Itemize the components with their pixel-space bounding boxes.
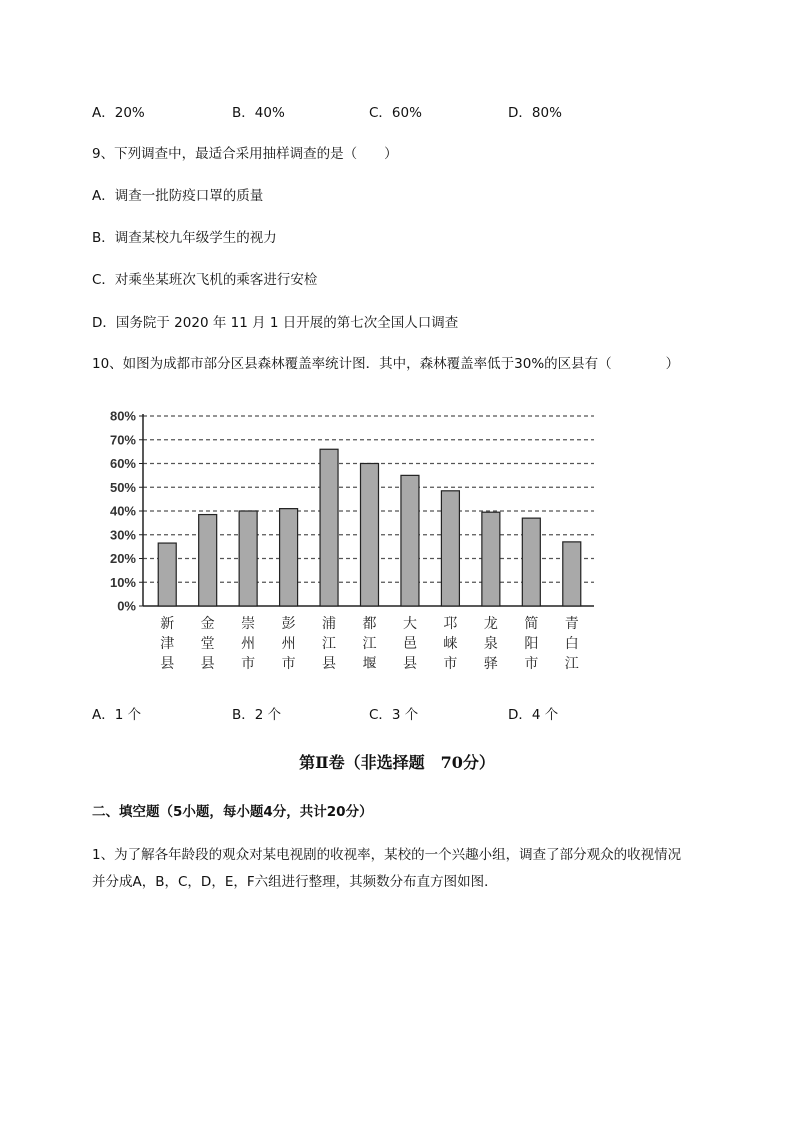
bar — [158, 543, 176, 606]
q8-option-a: A．20% — [92, 105, 145, 121]
x-category-label: 阳 — [524, 636, 539, 652]
x-category-label: 江 — [362, 636, 377, 652]
x-category-label: 堰 — [362, 656, 377, 670]
x-category-label: 县 — [160, 656, 175, 670]
x-category-label: 崃 — [443, 636, 458, 652]
x-category-label: 泉 — [483, 636, 498, 652]
y-tick-label: 40% — [109, 503, 136, 519]
bar — [280, 509, 298, 606]
y-tick-label: 70% — [109, 432, 136, 448]
x-category-label: 江 — [322, 636, 337, 652]
bar — [482, 512, 500, 606]
x-category-label: 青 — [564, 616, 579, 632]
y-tick-label: 10% — [109, 574, 136, 590]
bar — [522, 518, 540, 606]
x-category-label: 市 — [241, 656, 256, 670]
fill1-line2: 并分成A，B，C，D，E，F六组进行整理，其频数分布直方图如图． — [92, 874, 498, 890]
x-category-label: 新 — [160, 616, 175, 632]
x-category-label: 邑 — [402, 636, 417, 652]
x-category-label: 邛 — [443, 616, 458, 632]
forest-coverage-chart-svg — [100, 400, 600, 670]
y-tick-label: 60% — [109, 456, 136, 471]
y-tick-label: 20% — [109, 551, 136, 566]
x-category-label: 江 — [564, 656, 579, 670]
y-tick-label: 30% — [109, 527, 136, 543]
x-category-label: 市 — [281, 656, 296, 670]
y-tick-label: 0% — [117, 598, 136, 614]
q9-option-b: B．调查某校九年级学生的视力 — [92, 230, 277, 246]
bar — [441, 491, 459, 606]
x-category-label: 县 — [322, 656, 337, 670]
q10-option-d: D．4 个 — [508, 707, 559, 723]
x-category-label: 金 — [200, 616, 215, 632]
x-category-label: 白 — [564, 636, 579, 652]
bar — [563, 542, 581, 606]
x-category-label: 市 — [443, 656, 458, 670]
x-category-label: 州 — [281, 636, 296, 652]
x-category-label: 驿 — [483, 656, 498, 670]
q10-option-b: B．2 个 — [232, 707, 282, 723]
x-category-label: 县 — [200, 656, 215, 670]
x-category-label: 简 — [524, 616, 539, 632]
bar — [361, 464, 379, 607]
x-category-label: 堂 — [200, 636, 215, 652]
q10-option-c: C．3 个 — [369, 707, 419, 723]
q8-option-b: B．40% — [232, 105, 285, 121]
bar — [401, 475, 419, 606]
q8-option-c: C．60% — [369, 105, 422, 121]
q9-option-d: D．国务院于 2020 年 11 月 1 日开展的第七次全国人口调查 — [92, 315, 459, 331]
x-category-label: 市 — [524, 656, 539, 670]
bar — [199, 515, 217, 606]
fill1-line1: 1、为了解各年龄段的观众对某电视剧的收视率，某校的一个兴趣小组，调查了部分观众的收视情况 — [92, 847, 682, 863]
x-category-label: 大 — [402, 616, 417, 632]
q9-stem: 9、下列调查中，最适合采用抽样调查的是（ ） — [92, 146, 398, 162]
bar — [320, 449, 338, 606]
y-tick-label: 50% — [109, 479, 136, 495]
x-category-label: 县 — [402, 656, 417, 670]
x-category-label: 彭 — [281, 616, 296, 632]
x-category-label: 都 — [362, 616, 377, 632]
section-title: 第Ⅱ卷（非选择题 70分） — [299, 753, 495, 772]
q8-option-d: D．80% — [508, 105, 562, 121]
q10-stem: 10、如图为成都市部分区县森林覆盖率统计图．其中，森林覆盖率低于30%的区县有（ ） — [92, 356, 680, 372]
section-subtitle: 二、填空题（5小题，每小题4分，共计20分） — [92, 804, 373, 820]
x-category-label: 州 — [241, 636, 256, 652]
x-category-label: 浦 — [322, 616, 337, 632]
q9-option-c: C．对乘坐某班次飞机的乘客进行安检 — [92, 272, 318, 288]
x-category-label: 津 — [160, 636, 175, 652]
q9-option-a: A．调查一批防疫口罩的质量 — [92, 188, 264, 204]
q10-option-a: A．1 个 — [92, 707, 142, 723]
bar — [239, 511, 257, 606]
y-tick-label: 80% — [109, 408, 136, 424]
forest-coverage-chart — [100, 400, 600, 670]
x-category-label: 龙 — [483, 616, 498, 632]
x-category-label: 崇 — [241, 616, 256, 632]
